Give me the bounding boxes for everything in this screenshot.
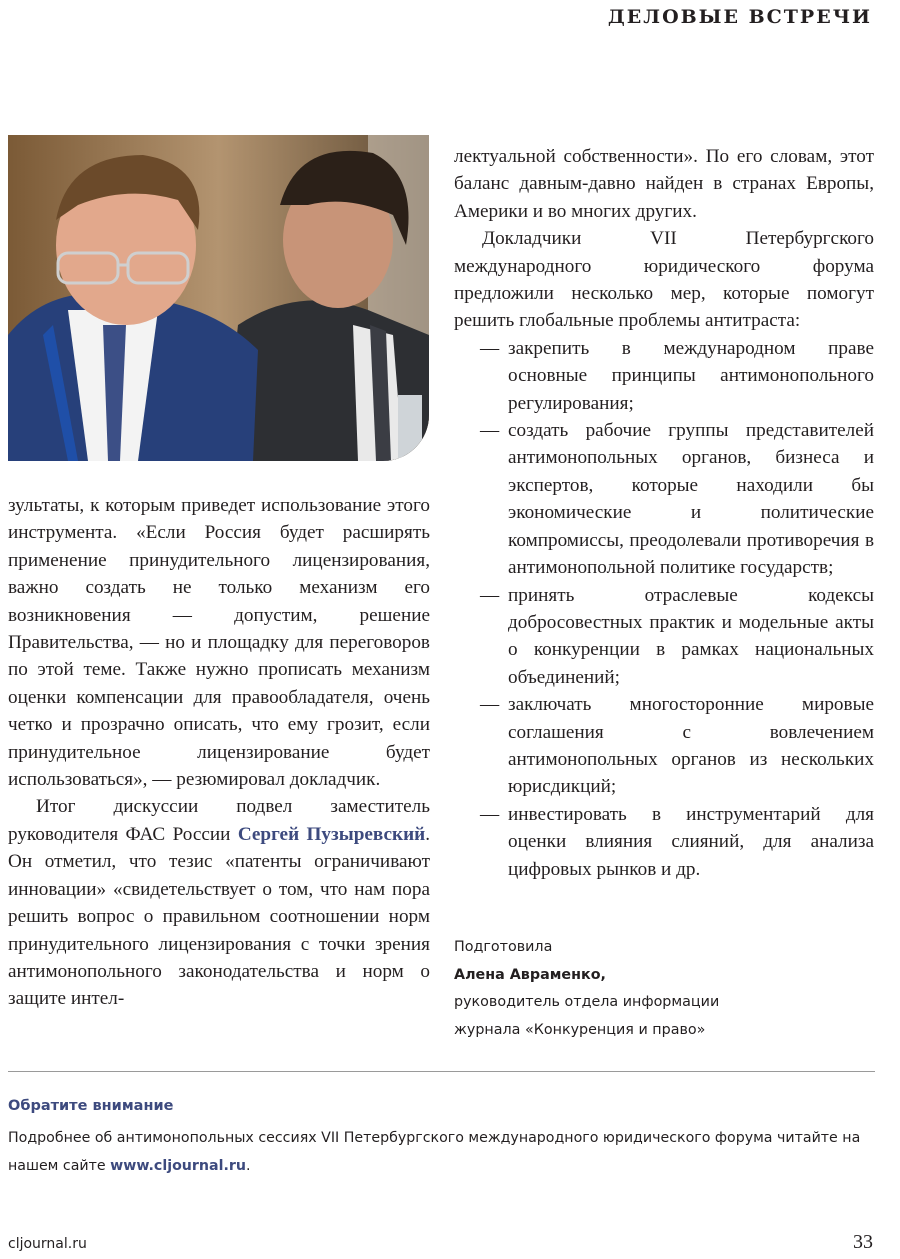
author-position: руководитель отдела информации (454, 994, 720, 1010)
list-dash: — (480, 337, 500, 359)
divider (8, 1071, 875, 1072)
measures-list (454, 335, 874, 883)
list-item (454, 335, 874, 417)
website-link[interactable]: www.cljournal.ru (110, 1158, 246, 1174)
list-item (454, 417, 874, 581)
list-item-text: закрепить в международном праве основные принципы антимонопольного регулирования; (508, 337, 874, 414)
list-dash: — (480, 694, 500, 716)
prepared-by-label: Подготовила (454, 939, 553, 955)
note-text: Подробнее об антимонопольных сессиях VII Петербургского международного юридического форума читайте на нашем сайте (8, 1130, 861, 1174)
page-number: 33 (853, 1231, 873, 1253)
left-column (8, 492, 430, 1013)
list-dash: — (480, 803, 500, 825)
photo-illustration (8, 135, 429, 461)
photo-two-men (8, 135, 429, 461)
paragraph: Докладчики VII Петербургского международного юридического форума предложили несколько мер, которые помогут решить глобальные проблемы антитраста: (454, 228, 874, 332)
right-column (454, 143, 874, 883)
list-item (454, 801, 874, 883)
list-item-text: заключать многосторонние мировые соглашения с вовлечением антимонопольных органов из нескольких юрисдикций; (508, 694, 874, 798)
author-journal: журнала «Конкуренция и право» (454, 1021, 706, 1038)
author-credits (454, 934, 719, 1044)
note-text-end: . (245, 1158, 251, 1174)
paragraph-text: . Он отметил, что тезис «патенты ограничивают инновации» «свидетельствует о том, что нам пора решить вопрос о правильном соотношении норм принудительного лицензирования с точки зрения антимонопольного законодательства и норм о защите интел- (8, 823, 430, 1010)
paragraph: лектуальной собственности». По его словам, этот баланс давным-давно найден в странах Европы, Америки и во многих других. (454, 146, 874, 222)
list-dash: — (480, 420, 500, 442)
section-title: ДЕЛОВЫЕ ВСТРЕЧИ (607, 6, 872, 28)
list-item-text: создать рабочие группы представителей антимонопольных органов, бизнеса и экспертов, которые находили бы экономические и политические компромиссы, преодолевали противоречия в антимонопольной политике государств; (508, 420, 874, 579)
paragraph (8, 793, 430, 1012)
author-name: Алена Авраменко, (454, 966, 606, 983)
note-title: Обратите внимание (8, 1098, 174, 1114)
list-dash: — (480, 584, 500, 606)
note-body (8, 1124, 878, 1180)
paragraph-text: Итог дискуссии подвел заместитель руководителя ФАС России (8, 796, 430, 845)
list-item-text: инвестировать в инструментарий для оценки влияния слияний, для анализа цифровых рынков и др. (508, 803, 874, 880)
person-name: Сергей Пузыревский (237, 823, 426, 845)
footer-site: cljournal.ru (8, 1236, 87, 1252)
list-item (454, 691, 874, 801)
list-item (454, 582, 874, 692)
list-item-text: принять отраслевые кодексы добросовестных практик и модельные акты о конкуренции в рамках национальных объединений; (508, 584, 874, 688)
paragraph: зультаты, к которым приведет использование этого инструмента. «Если Россия будет расширять применение принудительного лицензирования, важно создать не только механизм его возникновения — допустим, решение Правительства, — но и площадку для переговоров по этой теме. Также нужно прописать механизм оценки компенсации для правообладателя, очень четко и прозрачно описать, что ему грозит, если принудительное лицензирование будет использоваться», — резюмировал докладчик. (8, 495, 430, 791)
